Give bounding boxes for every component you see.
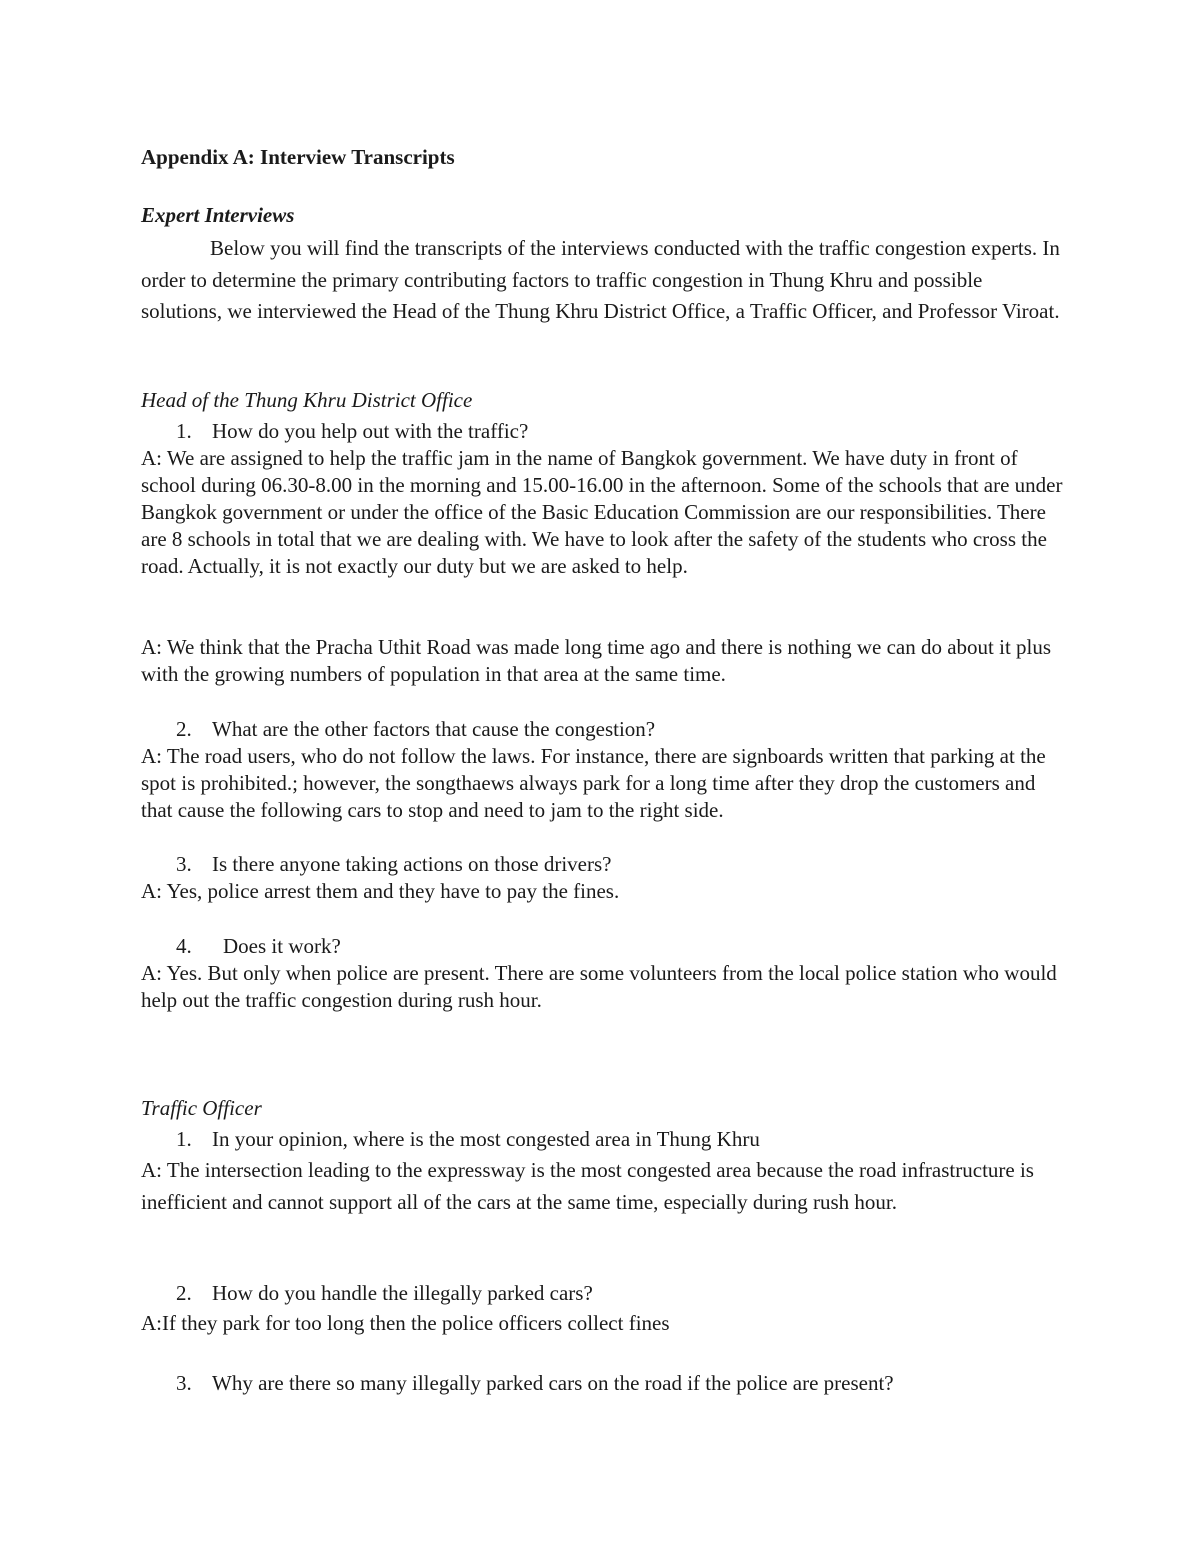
- question-number: 4.: [176, 934, 192, 958]
- officer-section-heading: Traffic Officer: [141, 1096, 262, 1120]
- officer-question-1: [176, 1126, 760, 1153]
- officer-answer-2: A:If they park for too long then the police officers collect fines: [141, 1311, 670, 1335]
- question-text: What are the other factors that cause the congestion?: [212, 717, 656, 741]
- question-number: 1.: [176, 1127, 192, 1151]
- head-question-2: [176, 716, 655, 743]
- officer-question-3: [176, 1370, 894, 1397]
- question-number: 1.: [176, 419, 192, 443]
- head-answer-2: A: The road users, who do not follow the laws. For instance, there are signboards written that parking at the spot is prohibited.; however, the songthaews always park for a long time after they drop the customers and that cause the following cars to stop and need to jam to the right side.: [141, 744, 1046, 822]
- question-number: 3.: [176, 1371, 192, 1395]
- page-title: Appendix A: Interview Transcripts: [141, 145, 455, 169]
- head-answer-4: A: Yes. But only when police are present. There are some volunteers from the local police station who would help out the traffic congestion during rush hour.: [141, 961, 1057, 1012]
- question-number: 2.: [176, 1281, 192, 1305]
- expert-interviews-heading: Expert Interviews: [141, 203, 295, 227]
- head-answer-1: A: We are assigned to help the traffic jam in the name of Bangkok government. We have duty in front of school during 06.30-8.00 in the morning and 15.00-16.00 in the afternoon. Some of the schools that are under Bangkok government or under the office of the Basic Education Commission are our responsibilities. There are 8 schools in total that we are dealing with. We have to look after the safety of the students who cross the road. Actually, it is not exactly our duty but we are asked to help.: [141, 446, 1063, 578]
- intro-paragraph: Below you will find the transcripts of the interviews conducted with the traffic congestion experts. In order to determine the primary contributing factors to traffic congestion in Thung Khru and possible solutions, we interviewed the Head of the Thung Khru District Office, a Traffic Officer, and Professor Viroat.: [141, 236, 1060, 323]
- question-text: Does it work?: [223, 934, 341, 958]
- question-number: 2.: [176, 717, 192, 741]
- question-text: Is there anyone taking actions on those drivers?: [212, 852, 612, 876]
- head-answer-3: A: Yes, police arrest them and they have to pay the fines.: [141, 879, 620, 903]
- head-section-heading: Head of the Thung Khru District Office: [141, 388, 473, 412]
- head-answer-1b: A: We think that the Pracha Uthit Road was made long time ago and there is nothing we can do about it plus with the growing numbers of population in that area at the same time.: [141, 635, 1052, 686]
- question-text: How do you handle the illegally parked cars?: [212, 1281, 593, 1305]
- officer-answer-1: A: The intersection leading to the expressway is the most congested area because the road infrastructure is inefficient and cannot support all of the cars at the same time, especially during rush hour.: [141, 1158, 1034, 1214]
- question-text: How do you help out with the traffic?: [212, 419, 529, 443]
- head-question-4: [176, 933, 341, 960]
- head-question-1: [176, 418, 528, 445]
- question-text: Why are there so many illegally parked cars on the road if the police are present?: [212, 1371, 894, 1395]
- head-question-3: [176, 851, 611, 878]
- question-text: In your opinion, where is the most congested area in Thung Khru: [212, 1127, 760, 1151]
- question-number: 3.: [176, 852, 192, 876]
- officer-question-2: [176, 1280, 593, 1307]
